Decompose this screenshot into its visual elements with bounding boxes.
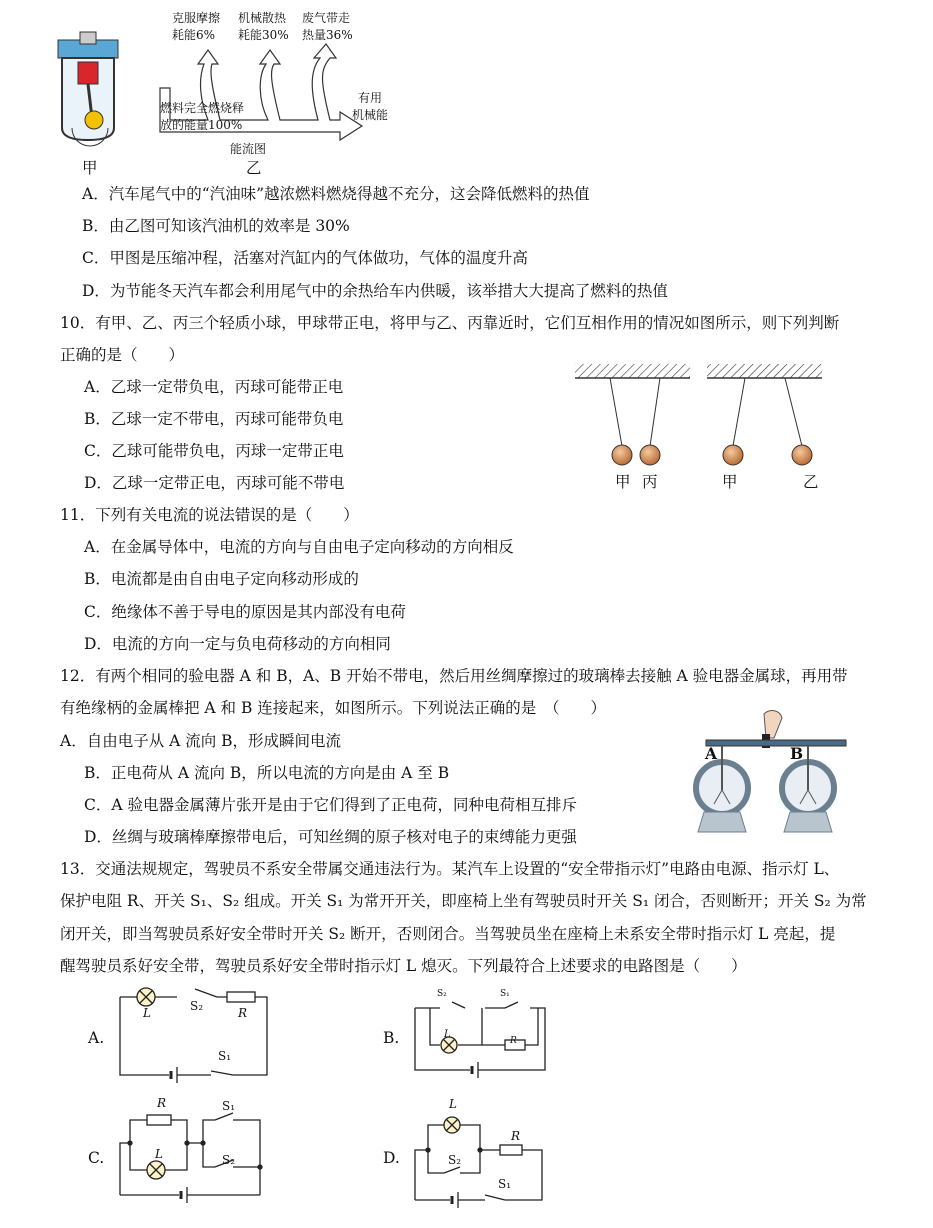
energy-label-friction-2: 耗能6% [172, 28, 216, 42]
energy-input-2: 放的能量100% [160, 118, 243, 132]
q12-option-b: B．正电荷从 A 流向 B，所以电流的方向是由 A 至 B [84, 764, 450, 782]
ball-label-bing: 丙 [642, 473, 658, 491]
q13-stem-line3: 闭开关，即当驾驶员系好安全带时开关 S₂ 断开，否则闭合。当驾驶员坐在座椅上未系安全带时指示灯 L 亮起，提 [60, 925, 836, 943]
q9-option-d: D．为节能冬天汽车都会利用尾气中的余热给车内供暖，该举措大大提高了燃料的热值 [82, 282, 668, 300]
q11-stem: 11．下列有关电流的说法错误的是（ ） [60, 506, 359, 524]
energy-label-exhaust-2: 热量36% [302, 28, 353, 42]
circuit-a-label-R: R [238, 1006, 248, 1020]
charged-balls-figure [570, 360, 830, 470]
circuit-option-a-letter: A. [88, 1029, 105, 1047]
q12-stem-line1: 12．有两个相同的验电器 A 和 B，A、B 开始不带电，然后用丝绸摩擦过的玻璃棒去接触 A 验电器金属球，再用带 [60, 667, 848, 685]
circuit-d-label-S2: S₂ [448, 1153, 462, 1167]
circuit-b-label-L: L [444, 1029, 451, 1040]
circuit-d-label-L: L [449, 1097, 457, 1111]
circuit-d-label-S1: S₁ [498, 1177, 512, 1191]
q11-option-c: C．绝缘体不善于导电的原因是其内部没有电荷 [84, 603, 406, 621]
ball-label-jia-1: 甲 [615, 473, 631, 491]
circuit-option-d-letter: D. [383, 1149, 400, 1167]
circuit-c-label-R: R [157, 1096, 167, 1110]
q11-option-d: D．电流的方向一定与负电荷移动的方向相同 [84, 635, 391, 653]
energy-label-exhaust-1: 废气带走 [302, 11, 351, 25]
q10-stem-line1: 10．有甲、乙、丙三个轻质小球，甲球带正电，将甲与乙、丙靠近时，它们互相作用的情况如图所示，则下列判断 [60, 314, 840, 332]
q11-option-a: A．在金属导体中，电流的方向与自由电子定向移动的方向相反 [84, 538, 514, 556]
circuit-d-label-R: R [511, 1129, 521, 1143]
circuit-b-label-S2: S₂ [437, 989, 447, 999]
q12-option-c: C．A 验电器金属薄片张开是由于它们得到了正电荷，同种电荷相互排斥 [84, 796, 577, 814]
energy-output-1: 有用 [358, 91, 383, 105]
q12-option-d: D．丝绸与玻璃棒摩擦带电后，可知丝绸的原子核对电子的束缚能力更强 [84, 828, 577, 846]
electroscope-figure [690, 708, 860, 836]
q10-option-c: C．乙球可能带负电，丙球一定带正电 [84, 442, 344, 460]
circuit-c-label-L: L [155, 1147, 163, 1161]
energy-diagram-title: 能流图 [230, 142, 267, 156]
energy-input-1: 燃料完全燃烧释 [160, 101, 245, 115]
circuit-a-label-S1: S₁ [218, 1049, 232, 1063]
energy-label-heat-1: 机械散热 [238, 11, 287, 25]
energy-label-heat-2: 耗能30% [238, 28, 289, 42]
q9-option-c: C．甲图是压缩冲程，活塞对汽缸内的气体做功，气体的温度升高 [82, 249, 528, 267]
circuit-c [115, 1105, 275, 1205]
circuit-c-label-S1: S₁ [222, 1099, 236, 1113]
energy-label-friction-1: 克服摩擦 [172, 11, 221, 25]
engine-figure [50, 10, 140, 150]
q10-stem-line2: 正确的是（ ） [60, 346, 185, 364]
q9-option-b: B．由乙图可知该汽油机的效率是 30% [82, 217, 350, 235]
electroscope-label-a: A [705, 744, 718, 763]
q12-option-a: A．自由电子从 A 流向 B，形成瞬间电流 [60, 732, 342, 750]
ball-label-jia-2: 甲 [722, 473, 738, 491]
q9-option-a: A．汽车尾气中的“汽油味”越浓燃料燃烧得越不充分，这会降低燃料的热值 [82, 185, 590, 203]
figure-caption-jia: 甲 [82, 159, 98, 177]
circuit-a-label-L: L [143, 1006, 151, 1020]
q10-option-a: A．乙球一定带负电，丙球可能带正电 [84, 378, 344, 396]
q13-stem-line4: 醒驾驶员系好安全带，驾驶员系好安全带时指示灯 L 熄灭。下列最符合上述要求的电路图是（ ） [60, 957, 747, 975]
circuit-c-label-S2: S₂ [222, 1153, 236, 1167]
q10-option-d: D．乙球一定带正电，丙球可能不带电 [84, 474, 345, 492]
circuit-option-b-letter: B. [383, 1029, 400, 1047]
energy-output-2: 机械能 [352, 108, 389, 122]
figure-caption-yi: 乙 [246, 159, 262, 177]
circuit-d [410, 1105, 550, 1205]
circuit-option-c-letter: C. [88, 1149, 105, 1167]
circuit-b-label-R: R [510, 1036, 517, 1046]
circuit-a-label-S2: S₂ [190, 999, 204, 1013]
q11-option-b: B．电流都是由自由电子定向移动形成的 [84, 570, 359, 588]
electroscope-label-b: B [790, 744, 804, 763]
q10-option-b: B．乙球一定不带电，丙球可能带负电 [84, 410, 344, 428]
circuit-b-label-S1: S₁ [500, 989, 510, 999]
q12-stem-line2: 有绝缘柄的金属棒把 A 和 B 连接起来，如图所示。下列说法正确的是 （ ） [60, 699, 607, 717]
q13-stem-line2: 保护电阻 R、开关 S₁、S₂ 组成。开关 S₁ 为常开开关，即座椅上坐有驾驶员时开关 S₁ 闭合，否则断开；开关 S₂ 为常 [60, 892, 867, 910]
circuit-b [410, 990, 550, 1080]
q13-stem-line1: 13．交通法规规定，驾驶员不系安全带属交通违法行为。某汽车上设置的“安全带指示灯”电路由电源、指示灯 L、 [60, 860, 840, 878]
ball-label-yi: 乙 [803, 473, 819, 491]
